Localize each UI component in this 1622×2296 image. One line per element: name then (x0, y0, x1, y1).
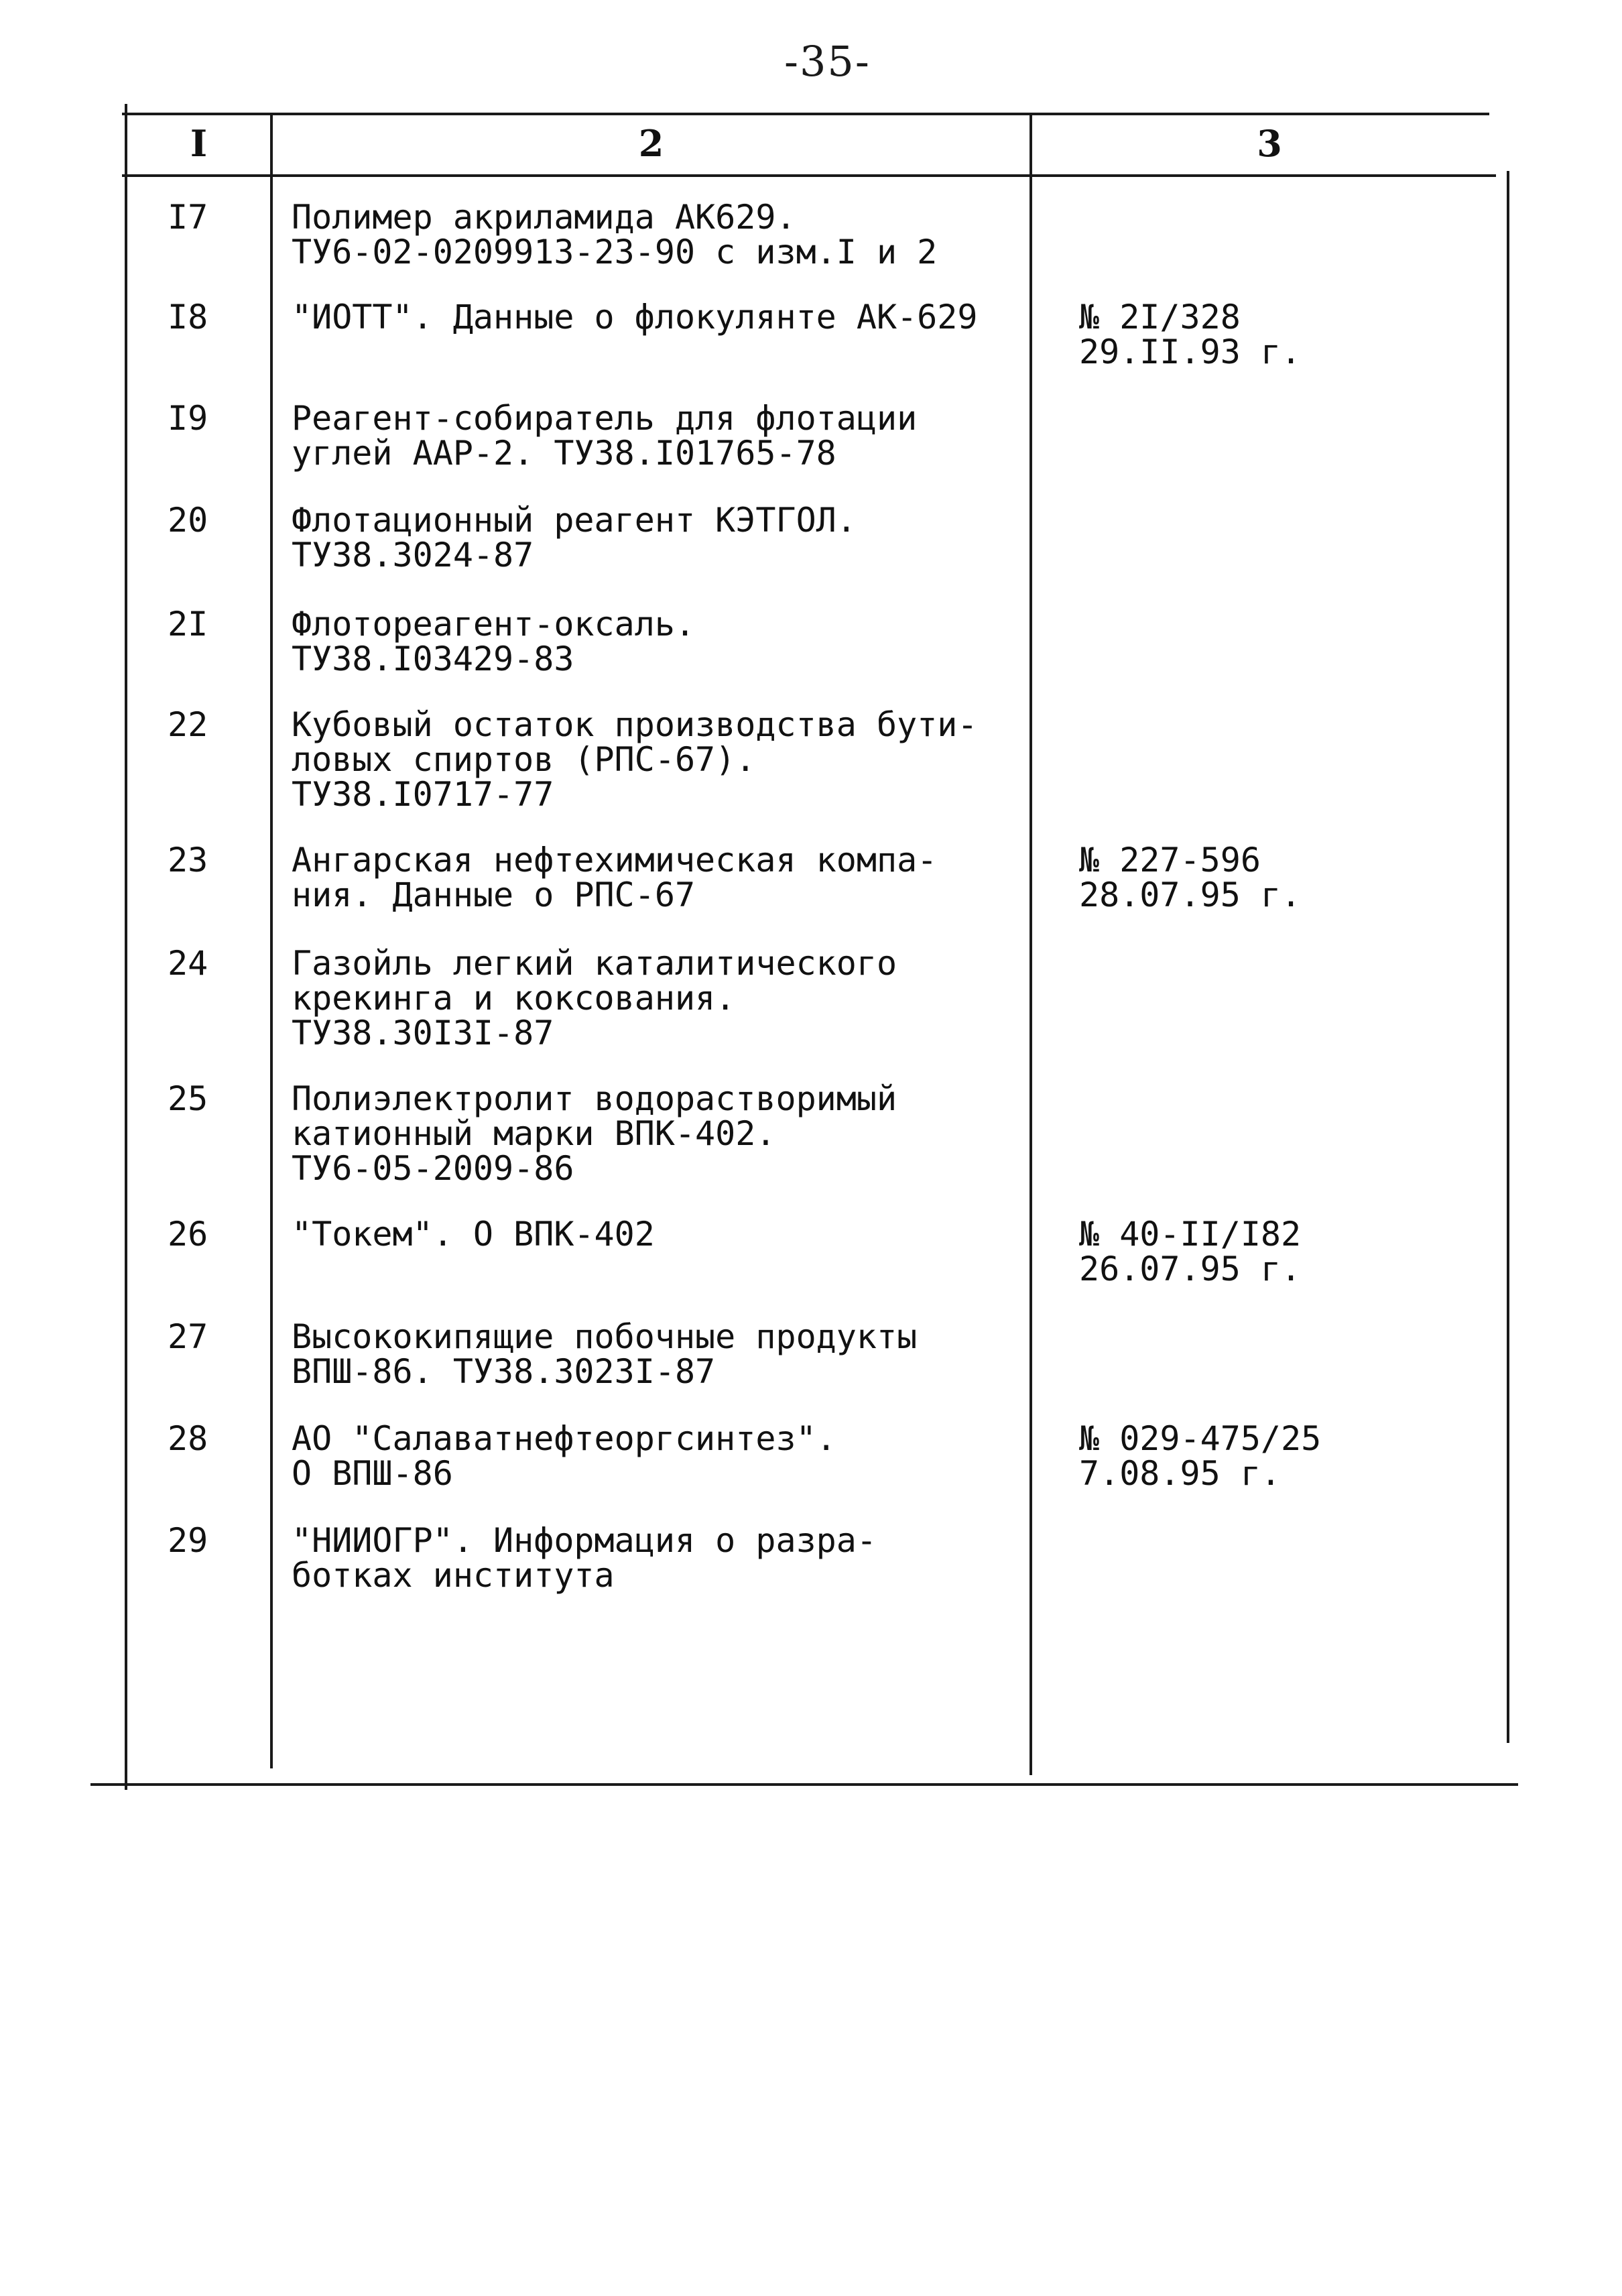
row-reference: № 029-475/25 7.08.95 г. (1079, 1419, 1322, 1493)
header-divider-rule (122, 174, 1496, 177)
row-description: "ИОТТ". Данные о флокулянте АК-629 (292, 298, 978, 337)
row-description: Высококипящие побочные продукты ВПШ-86. ТУ38.3023I-87 (292, 1317, 918, 1391)
row-description: "Токем". О ВПК-402 (292, 1215, 655, 1254)
table-bottom-rule (90, 1783, 1518, 1786)
row-description: Флотационный реагент КЭТГОЛ. ТУ38.3024-87 (292, 501, 857, 575)
column-header-3: 3 (1257, 122, 1282, 165)
row-description: "НИИОГР". Информация о разра- ботках института (292, 1521, 877, 1595)
row-number: 27 (168, 1317, 208, 1356)
column-header-2: 2 (638, 122, 664, 165)
row-description: Флотореагент-оксаль. ТУ38.I03429-83 (292, 605, 696, 678)
row-description: АО "Салаватнефтеоргсинтез". О ВПШ-86 (292, 1419, 836, 1493)
column-header-1: I (190, 122, 208, 165)
column-divider-1 (270, 113, 273, 1768)
row-description: Полиэлектролит водорастворимый катионный марки ВПК-402. ТУ6-05-2009-86 (292, 1079, 897, 1188)
row-description: Ангарская нефтехимическая компа- ния. Данные о РПС-67 (292, 841, 938, 914)
row-number: 23 (168, 841, 208, 880)
row-number: 24 (168, 944, 208, 983)
row-number: 22 (168, 705, 208, 744)
table-left-rule (125, 104, 127, 1790)
row-number: 2I (168, 605, 208, 644)
row-number: 20 (168, 501, 208, 540)
row-reference: № 40-II/I82 26.07.95 г. (1079, 1215, 1302, 1288)
row-number: I8 (168, 298, 208, 337)
row-number: 29 (168, 1521, 208, 1560)
row-reference: № 2I/328 29.II.93 г. (1079, 298, 1302, 371)
row-description: Реагент-собиратель для флотации углей ААР-2. ТУ38.I01765-78 (292, 399, 918, 473)
table-right-rule (1507, 171, 1509, 1743)
row-number: 26 (168, 1215, 208, 1254)
row-number: I7 (168, 198, 208, 237)
row-number: I9 (168, 399, 208, 438)
row-description: Газойль легкий каталитического крекинга и коксования. ТУ38.30I3I-87 (292, 944, 897, 1052)
row-number: 25 (168, 1079, 208, 1118)
page-number: -35- (784, 37, 871, 86)
row-description: Полимер акриламида АК629. ТУ6-02-020991З-23-90 с изм.I и 2 (292, 198, 938, 271)
row-reference: № 227-596 28.07.95 г. (1079, 841, 1302, 914)
row-number: 28 (168, 1419, 208, 1458)
row-description: Кубовый остаток производства бути- ловых спиртов (РПС-67). ТУ38.I0717-77 (292, 705, 978, 814)
